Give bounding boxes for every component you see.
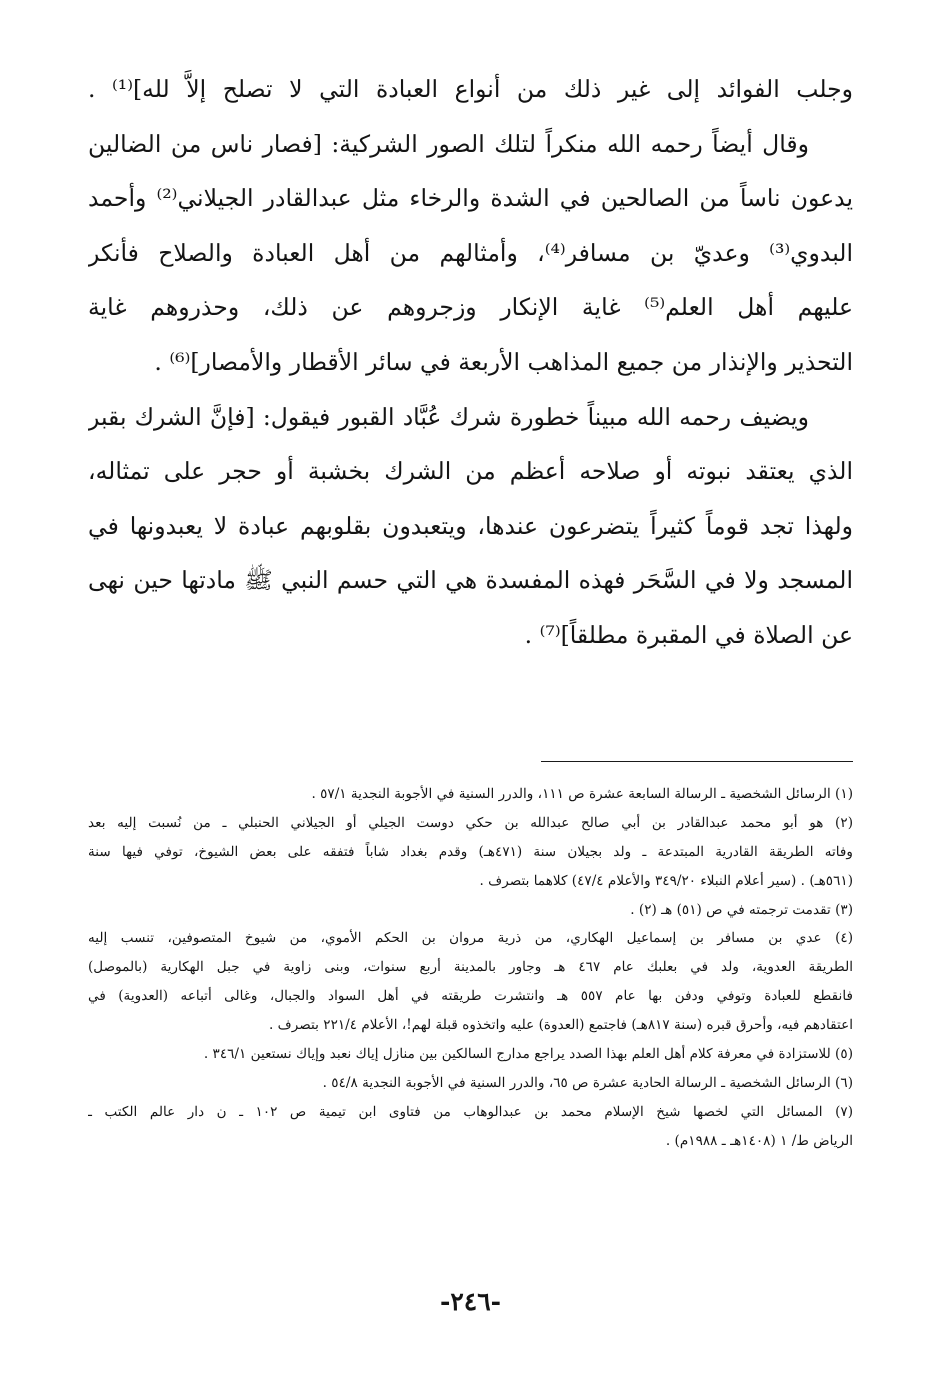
text-line: عن الصلاة في المقبرة مطلقاً]⁽⁷⁾ . — [524, 620, 853, 649]
text-line: عليهم أهل العلم⁽⁵⁾ غاية الإنكار وزجروهم عن ذلك، وحذروهم غاية — [88, 293, 853, 322]
text-line: التحذير والإنذار من جميع المذاهب الأربعة في سائر الأقطار والأمصار]⁽⁶⁾ . — [154, 347, 853, 376]
text-line: يدعون ناساً من الصالحين في الشدة والرخاء مثل عبدالقادر الجيلاني⁽²⁾ وأحمد — [88, 184, 853, 213]
footnote-line: (٦) الرسائل الشخصية ـ الرسالة الحادية عشرة ص ٦٥، والدرر السنية في الأجوبة النجدية ٥٤/٨ . — [322, 1074, 853, 1091]
text-line: البدوي⁽³⁾ وعديّ بن مسافر⁽⁴⁾، وأمثالهم من أهل العبادة والصلاح فأنكر — [88, 238, 853, 267]
footnote-separator — [541, 761, 853, 762]
text-line: وقال أيضاً رحمه الله منكراً لتلك الصور الشركية: [فصار ناس من الضالين — [88, 129, 809, 158]
text-line: وجلب الفوائد إلى غير ذلك من أنواع العبادة التي لا تصلح إلاَّ لله]⁽¹⁾ . — [88, 75, 853, 103]
footnote-line: اعتقادهم فيه، وأحرق قبره (سنة ٨١٧هـ) فاجتمع (العدوة) عليه واتخذوه قبلة لهم!، الأعلام ٢٢١/٤ بتصرف . — [269, 1017, 853, 1034]
book-page — [88, 62, 853, 1352]
text-line: ويضيف رحمه الله مبيناً خطورة شرك عُبَّاد القبور فيقول: [فإنَّ الشرك بقبر — [88, 402, 809, 431]
text-line: الذي يعتقد نبوته أو صلاحه أعظم من الشرك بخشبة أو حجر على تمثاله، — [88, 457, 853, 486]
footnote-line: وفاته الطريقة القادرية المبتدعة ـ ولد بجيلان سنة (٤٧١هـ) وقدم بغداد شاباً فتفقه على بعض الشيوخ، توفي فيها سنة — [88, 843, 853, 860]
footnote-line: (٢) هو أبو محمد عبدالقادر بن أبي صالح عبدالله بن حكي دوست الجيلي أو الجيلاني الحنبلي ـ من نُسبت إليه بعد — [88, 814, 853, 831]
footnotes — [88, 780, 853, 1156]
footnote-line: (٤) عدي بن مسافر بن إسماعيل الهكاري، من ذرية مروان بن الحكم الأموي، من شيوخ المتصوفين، تنسب إليه — [88, 930, 853, 947]
footnote-line: الرياض ط/ ١ (١٤٠٨هـ ـ ١٩٨٨م) . — [665, 1132, 853, 1149]
footnote-line: (٥٦١هـ) . (سير أعلام النبلاء ٣٤٩/٢٠ والأعلام ٤٧/٤) كلاهما بتصرف . — [479, 872, 853, 889]
footnote-line: (٥) للاستزادة في معرفة كلام أهل العلم بهذا الصدد يراجع مدارج السالكين بين منازل إياك نعبد وإياك نستعين ٣٤٦/١ . — [203, 1046, 853, 1063]
main-text — [88, 62, 853, 663]
footnote-line: (٧) المسائل التي لخصها شيخ الإسلام محمد بن عبدالوهاب من فتاوى ابن تيمية ص ١٠٢ ـ ن دار عالم الكتب ـ — [88, 1103, 853, 1120]
page-number: -٢٤٦- — [439, 1287, 502, 1316]
footnote-line: (٣) تقدمت ترجمته في ص (٥١) هـ (٢) . — [630, 901, 853, 918]
text-line: المسجد ولا في السَّحَر فهذه المفسدة هي التي حسم النبي ﷺ مادتها حين نهى — [88, 566, 853, 595]
footnote-line: فانقطع للعبادة وتوفي ودفن بها عام ٥٥٧ هـ وانتشرت طريقته في أهل السواد والجبال، وغالى أتباعه (العدوية) في — [88, 988, 853, 1005]
footnote-line: (١) الرسائل الشخصية ـ الرسالة السابعة عشرة ص ١١١، والدرر السنية في الأجوبة النجدية ٥٧/١ . — [311, 786, 853, 802]
text-line: ولهذا تجد قوماً كثيراً يتضرعون عندها، ويتعبدون بقلوبهم عبادة لا يعبدونها في — [88, 511, 853, 540]
footnote-line: الطريقة العدوية، ولد في بعلبك عام ٤٦٧ هـ وجاور بالمدينة أربع سنوات، وبنى زاوية في جبل الهكارية (بالموصل) — [88, 959, 853, 976]
